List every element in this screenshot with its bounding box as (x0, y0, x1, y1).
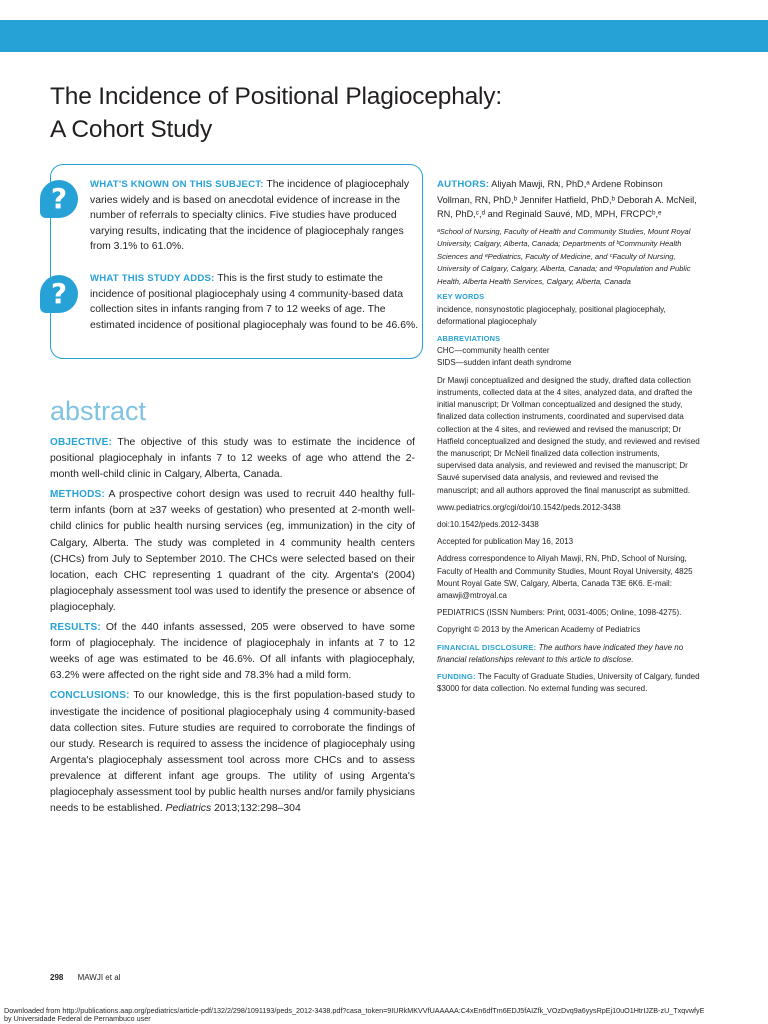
what-study-adds-text (90, 271, 420, 333)
financial-disclosure-text: The authors have indicated they have no financial relationships relevant to this article to disclose. (437, 642, 684, 664)
objective-text: The objective of this study was to estimate the incidence of positional plagiocephaly in infants 7 to 12 weeks of age who attend the 2-month well-child clinic in Calgary, Alberta, Canada. (50, 437, 415, 481)
page-footer (50, 973, 120, 982)
header-bar (0, 20, 768, 52)
question-icon: ? (40, 180, 78, 218)
conclusions-label: CONCLUSIONS: (50, 690, 130, 702)
abstract-objective (50, 435, 415, 483)
whats-known-label: WHAT'S KNOWN ON THIS SUBJECT: (90, 179, 264, 190)
citation-journal: Pediatrics (165, 803, 212, 815)
authors-label: AUTHORS: (437, 179, 490, 190)
financial-disclosure (437, 642, 700, 666)
funding-text: The Faculty of Graduate Studies, University of Calgary, funded $3000 for data collection. No external funding was secured. (437, 671, 700, 694)
copyright: Copyright © 2013 by the American Academy of Pediatrics (437, 625, 641, 635)
title-line-1: The Incidence of Positional Plagiocephaly: (50, 83, 502, 110)
methods-text: A prospective cohort design was used to recruit 440 healthy full-term infants (born at ≥37 weeks of gestation) who presented at 2-month well-child clinics for public health nursing services (eg, immunization) in the city of Calgary, Alberta. The study was completed in 4 community health centers (CHCs) from July to September 2010. The CHCs were selected based on their location, each CHC representing 1 quadrant of the city. Argenta's (2004) plagiocephaly assessment tool was used to identify the presence or absence of plagiocephaly. (50, 489, 415, 613)
keywords-heading: KEY WORDS (437, 292, 485, 302)
keywords: incidence, nonsynostotic plagiocephaly, positional plagiocephaly, deformational plagiocephaly (437, 304, 666, 326)
citation-details: 2013;132:298–304 (214, 803, 301, 815)
abstract-heading: abstract (50, 396, 147, 426)
author-contributions: Dr Mawji conceptualized and designed the study, drafted data collection instruments, collected data at the 4 sites, analyzed data, and drafted the initial manuscript; Dr Vollman conceptualized and designed the study, finalized data collection instruments, coordinated and supervised data collection at the 4 sites, and reviewed and revised the manuscript; Dr Hatfield conceptualized and designed the study, and reviewed and revised the manuscript; Dr McNeil finalized data collection instruments, supervised data analysis, and reviewed and revised the manuscript; Dr Sauvé supervised data analysis, and reviewed and revised the manuscript; and all authors approved the final manuscript as submitted. (437, 375, 700, 495)
issn: PEDIATRICS (ISSN Numbers: Print, 0031-4005; Online, 1098-4275). (437, 608, 682, 618)
download-url-line[interactable]: Downloaded from http://publications.aap.org/pediatrics/article-pdf/132/2/298/1091193/peds_2012-3438.pdf?casa_token=9IURkMKVVfUAAAAA:C4xEn6dfTm6EDJ5fAIZfk_VOzDvq9a6yysRpEj10uO1HtrIJZB-zU_TxqvwfyE (4, 1007, 705, 1015)
question-icon: ? (40, 275, 78, 313)
download-notice (4, 1007, 768, 1024)
objective-label: OBJECTIVE: (50, 437, 113, 448)
abstract-methods (50, 487, 415, 616)
abstract-results (50, 620, 415, 684)
results-label: RESULTS: (50, 622, 101, 634)
conclusions-text: To our knowledge, this is the first population-based study to investigate the incidence of positional plagiocephaly using 4 community-based data collection sites. Future studies are required to corroborate the findings of our study. Research is required to assess the incidence of plagiocephaly using Argenta's plagiocephaly assessment tool across more CHCs and to assess prevalence at different infant age groups. The utility of using Argenta's plagiocephaly assessment tool by public health nurses and/or family physicians needs to be established. (50, 690, 416, 815)
abbreviation-item: CHC—community health center (437, 346, 550, 356)
abbreviation-item: SIDS—sudden infant death syndrome (437, 358, 572, 368)
correspondence-address: Address correspondence to Aliyah Mawji, RN, PhD, School of Nursing, Faculty of Health and Community Studies, Mount Royal University, 4825 Mount Royal Gate SW, Calgary, Alberta, Canada T3E 6K6. E-mail: amawji@mtroyal.ca (437, 554, 693, 600)
abstract-body (50, 435, 415, 821)
whats-known-body: The incidence of plagiocephaly varies widely and is based on anecdotal evidence of increase in the number of referrals to specialty clinics. Five studies have produced varying results, indicating that the incidence of plagiocephaly ranges from 3.1% to 61.0%. (90, 179, 410, 253)
abstract-conclusions (50, 688, 415, 817)
article-sidebar (437, 177, 700, 700)
funding (437, 671, 700, 695)
what-study-adds-body: This is the first study to estimate the incidence of positional plagiocephaly using 4 community-based data collection sites in infants ranging from 7 to 12 weeks of age. The estimated incidence of positional plagiocephaly was found to be 46.6%. (90, 273, 419, 331)
what-study-adds-label: WHAT THIS STUDY ADDS: (90, 273, 215, 284)
page-number: 298 (50, 973, 64, 982)
doi: doi:10.1542/peds.2012-3438 (437, 519, 539, 529)
whats-known-text (90, 177, 420, 255)
download-user-line: by Universidade Federal de Pernambuco user (4, 1014, 151, 1024)
funding-label: FUNDING: (437, 671, 476, 681)
title-line-2: A Cohort Study (50, 116, 212, 143)
methods-label: METHODS: (50, 489, 105, 501)
affiliations: ᵃSchool of Nursing, Faculty of Health and Community Studies, Mount Royal University, Calgary, Alberta, Canada; Departments of ᵇCommunity Health Sciences and ᵉPediatrics, Faculty of Medicine, and ᶜFaculty of Nursing, University of Calgary, Calgary, Alberta, Canada; and ᵈPopulation and Public Health, Alberta Health Services, Calgary, Alberta, Canada (437, 226, 691, 286)
article-url[interactable]: www.pediatrics.org/cgi/doi/10.1542/peds.2012-3438 (437, 502, 621, 512)
running-head: MAWJI et al (77, 973, 121, 982)
authors (437, 177, 700, 222)
financial-disclosure-label: FINANCIAL DISCLOSURE: (437, 642, 537, 652)
accepted-date: Accepted for publication May 16, 2013 (437, 537, 574, 547)
article-title (50, 80, 670, 146)
authors-list: Aliyah Mawji, RN, PhD,ᵃ Ardene Robinson Vollman, RN, PhD,ᵇ Jennifer Hatfield, PhD,ᵇ Deborah A. McNeil, RN, PhD,ᶜ,ᵈ and Reginald Sauvé, MD, MPH, FRCPCᵇ,ᵉ (437, 179, 697, 219)
abbreviations-heading: ABBREVIATIONS (437, 334, 501, 344)
results-text: Of the 440 infants assessed, 205 were observed to have some form of plagiocephaly. The incidence of plagiocephaly in infants at 7 to 12 weeks of age was estimated to be 46.6%. Of all infants with plagiocephaly, 63.2% were affected on the right side and 78.3% had a mild form. (50, 622, 415, 682)
